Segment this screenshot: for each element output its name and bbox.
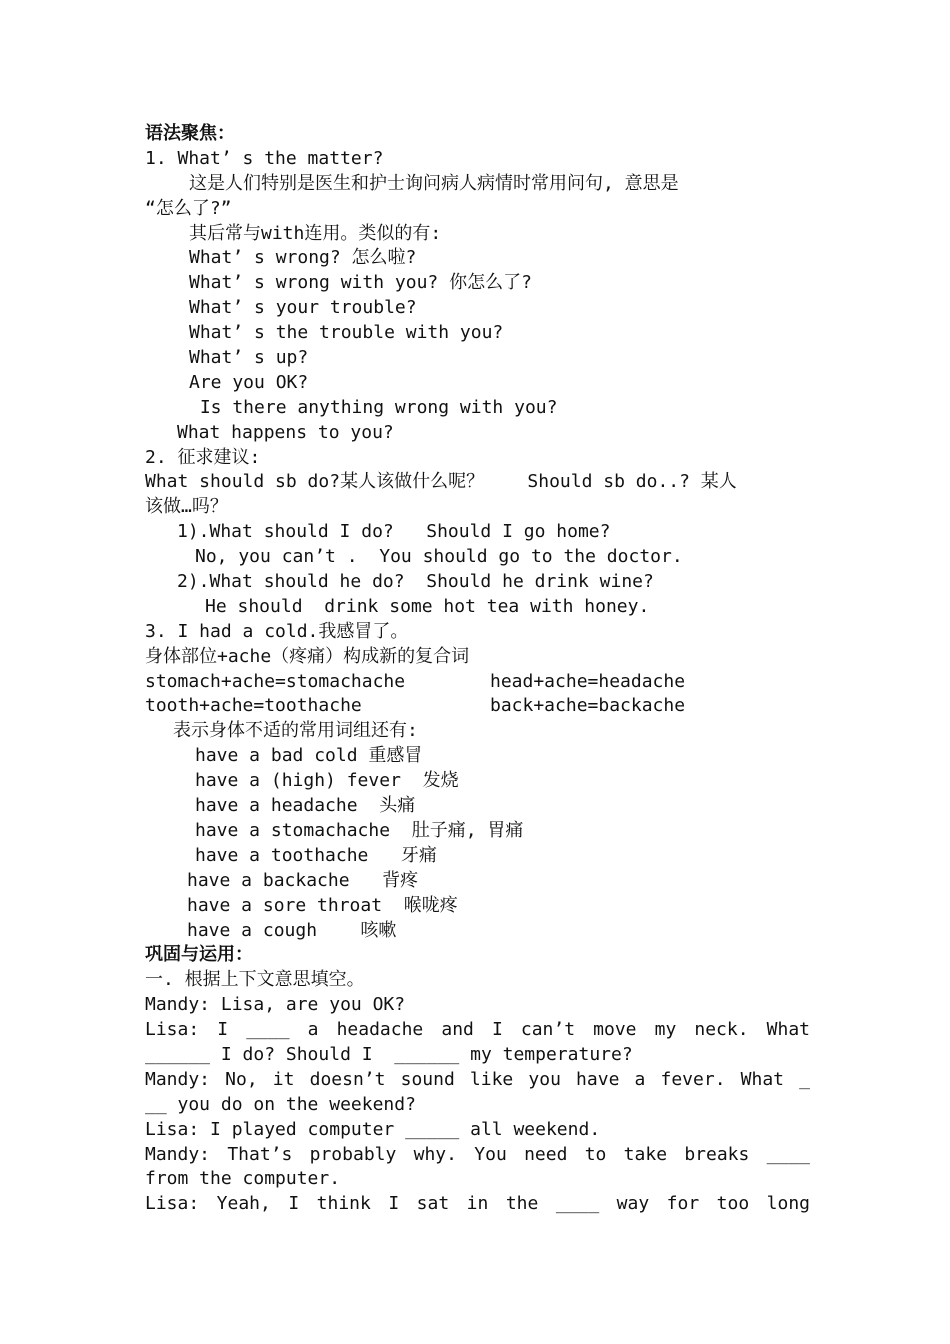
- exercise-title: 一. 根据上下文意思填空。: [145, 969, 365, 991]
- phrase-line: have a (high) fever 发烧: [195, 770, 459, 792]
- dialogue-line: __ you do on the weekend?: [145, 1093, 416, 1115]
- compound-rule: 身体部位+ache（疼痛）构成新的复合词: [145, 645, 470, 667]
- point-2-title: 2. 征求建议:: [145, 446, 261, 468]
- point-2-example-answer: No, you can’t . You should go to the doctor.: [195, 546, 683, 568]
- point-2-pattern: What should sb do?某人该做什么呢？ Should sb do..? 某人: [145, 471, 737, 493]
- document-page: [145, 122, 810, 1217]
- compound-word: head+ache=headache: [490, 670, 686, 692]
- phrase-line: have a headache 头痛: [195, 795, 416, 817]
- example-line: What’ s wrong? 怎么啦?: [189, 247, 417, 269]
- grammar-heading: 语法聚焦：: [145, 123, 235, 144]
- compound-row: [145, 694, 810, 719]
- point-2-example-answer: He should drink some hot tea with honey.: [205, 595, 650, 617]
- point-1-description: 这是人们特别是医生和护士询问病人病情时常用问句, 意思是: [189, 172, 679, 194]
- example-line: Is there anything wrong with you?: [189, 396, 558, 418]
- dialogue-line: Lisa: Yeah, I think I sat in the ____ way for too long: [145, 1193, 810, 1215]
- dialogue-line: Mandy: That’s probably why. You need to take breaks ____: [145, 1143, 810, 1165]
- example-line: What happens to you?: [177, 421, 394, 443]
- point-1-title: 1. What’ s the matter?: [145, 147, 384, 169]
- compound-word: tooth+ache=toothache: [145, 695, 362, 717]
- point-2-example-question: 2).What should he do? Should he drink wine?: [177, 571, 654, 593]
- point-2-pattern-cont: 该做…吗？: [145, 496, 228, 518]
- compound-word: back+ache=backache: [490, 695, 686, 717]
- point-1-description-cont: “怎么了?”: [145, 197, 232, 219]
- dialogue-line: Mandy: No, it doesn’t sound like you have a fever. What _: [145, 1068, 810, 1090]
- compound-word: stomach+ache=stomachache: [145, 670, 406, 692]
- dialogue-line: Mandy: Lisa, are you OK?: [145, 994, 406, 1016]
- example-line: What’ s wrong with you? 你怎么了?: [189, 272, 532, 294]
- phrase-line: have a backache 背疼: [187, 869, 419, 891]
- example-line: What’ s the trouble with you?: [189, 322, 504, 344]
- point-3-title: 3. I had a cold.我感冒了。: [145, 620, 409, 642]
- dialogue-line: Lisa: I ____ a headache and I can’t move my neck. What: [145, 1019, 810, 1041]
- dialogue-line: from the computer.: [145, 1168, 341, 1190]
- point-1-with-note: 其后常与with连用。类似的有:: [189, 222, 442, 244]
- phrase-line: have a cough 咳嗽: [187, 919, 397, 941]
- practice-heading: 巩固与运用：: [145, 944, 253, 966]
- point-2-example-question: 1).What should I do? Should I go home?: [177, 521, 611, 543]
- example-line: What’ s your trouble?: [189, 297, 417, 319]
- dialogue-line: Lisa: I played computer _____ all weekend.: [145, 1118, 601, 1140]
- phrase-line: have a stomachache 肚子痛, 胃痛: [195, 819, 524, 841]
- phrases-intro: 表示身体不适的常用词组还有:: [173, 720, 418, 742]
- phrase-line: have a sore throat 喉咙疼: [187, 894, 458, 916]
- phrase-line: have a bad cold 重感冒: [195, 745, 423, 767]
- dialogue-line: ______ I do? Should I ______ my temperature?: [145, 1043, 633, 1065]
- example-line: Are you OK?: [189, 371, 309, 393]
- example-line: What’ s up?: [189, 347, 309, 369]
- compound-row: [145, 670, 810, 695]
- phrase-line: have a toothache 牙痛: [195, 844, 437, 866]
